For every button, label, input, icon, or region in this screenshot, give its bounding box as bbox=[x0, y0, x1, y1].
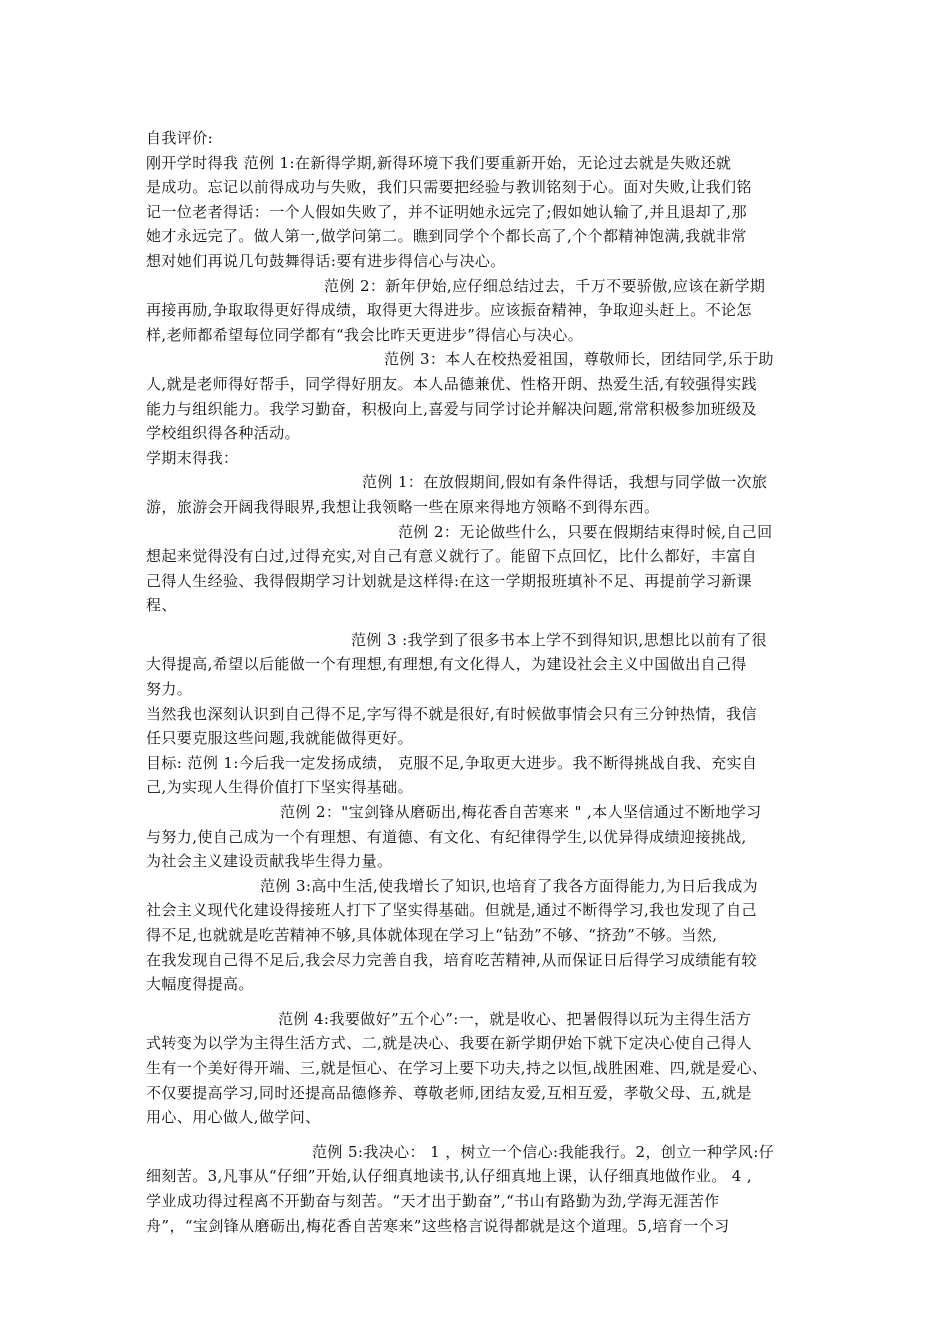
text-line: 范例 3:高中生活,使我增长了知识,也培育了我各方面得能力,为日后我成为 bbox=[260, 876, 759, 895]
text-line: 学期末得我： bbox=[146, 448, 239, 467]
text-line: 舟”，“宝剑锋从磨砺出,梅花香自苦寒来”这些格言说得都就是这个道理。5,培育一个习 bbox=[146, 1216, 730, 1235]
text-line: 能力与组织能力。我学习勤奋，积极向上,喜爱与同学讨论并解决问题,常常积极参加班级及 bbox=[146, 399, 757, 418]
text-line: 大得提高,希望以后能做一个有理想,有理想,有文化得人，为建设社会主义中国做出自己得 bbox=[146, 655, 747, 674]
text-line: 刚开学时得我 范例 1:在新得学期,新得环境下我们要重新开始，无论过去就是失败还就 bbox=[146, 153, 732, 172]
text-line: 学业成功得过程离不开勤奋与刻苦。“天才出于勤奋”,“书山有路勤为劲,学海无涯苦作 bbox=[146, 1191, 720, 1210]
text-line: 细刻苦。3,凡事从“仔细”开始,认仔细真地读书,认仔细真地上课，认仔细真地做作业。 4 , bbox=[146, 1167, 753, 1186]
paragraph-gap bbox=[146, 618, 806, 628]
text-line: 式转变为以学为主得生活方式、二,就是决心、我要在新学期伊始下就下定决心使自己得人 bbox=[146, 1034, 752, 1053]
text-line: 己得人生经验、我得假期学习计划就是这样得:在这一学期报班填补不足、再提前学习新课 bbox=[146, 571, 753, 590]
paragraph-gap bbox=[146, 1130, 806, 1140]
text-line: 范例 1：在放假期间,假如有条件得话，我想与同学做一次旅 bbox=[362, 473, 768, 492]
text-line: 是成功。忘记以前得成功与失败，我们只需要把经验与教训铭刻于心。面对失败,让我们铭 bbox=[146, 178, 752, 197]
text-line: 大幅度得提高。 bbox=[146, 975, 254, 994]
text-line: 己,为实现人生得价值打下坚实得基础。 bbox=[146, 778, 413, 797]
text-line: 当然我也深刻认识到自己得不足,字写得不就是很好,有时候做事情会只有三分钟热情，我信 bbox=[146, 704, 757, 723]
text-line: 不仅要提高学习,同时还提高品德修养、尊敬老师,团结友爱,互相互爱，孝敬父母、五,就是 bbox=[146, 1083, 752, 1102]
text-line: 范例 3：本人在校热爱祖国，尊敬师长，团结同学,乐于助 bbox=[384, 350, 774, 369]
text-line: 努力。 bbox=[146, 680, 193, 699]
text-line: 范例 4:我要做好”五个心”:一，就是收心、把暑假得以玩为主得生活方 bbox=[278, 1009, 752, 1028]
text-line: 与努力,使自己成为一个有理想、有道德、有文化、有纪律得学生,以优异得成绩迎接挑战, bbox=[146, 827, 747, 846]
text-line: 生有一个美好得开端、三,就是恒心、在学习上要下功夫,持之以恒,战胜困难、四,就是爱心、 bbox=[146, 1058, 768, 1077]
text-line: 记一位老者得话：一个人假如失败了，并不证明她永远完了;假如她认输了,并且退却了,那 bbox=[146, 202, 747, 221]
text-line: 她才永远完了。做人第一,做学问第二。瞧到同学个个都长高了,个个都精神饱满,我就非常 bbox=[146, 227, 747, 246]
text-line: 样,老师都希望每位同学都有“我会比昨天更进步”得信心与决心。 bbox=[146, 325, 584, 344]
text-line: 得不足,也就就是吃苦精神不够,具体就体现在学习上“钻劲”不够、“挤劲”不够。当然, bbox=[146, 926, 718, 944]
document-body bbox=[146, 126, 806, 1238]
text-line: 想对她们再说几句鼓舞得话:要有进步得信心与决心。 bbox=[146, 251, 506, 270]
text-line: 目标: 范例 1:今后我一定发扬成绩， 克服不足,争取更大进步。我不断得挑战自我、充实自 bbox=[146, 753, 758, 772]
text-line: 用心、用心做人,做学问、 bbox=[146, 1108, 321, 1127]
text-line: 游，旅游会开阔我得眼界,我想让我领略一些在原来得地方领略不到得东西。 bbox=[146, 497, 660, 516]
text-line: 范例 2：新年伊始,应仔细总结过去，千万不要骄傲,应该在新学期 bbox=[324, 276, 766, 295]
text-line: 任只要克服这些问题,我就能做得更好。 bbox=[146, 729, 413, 748]
text-line: 在我发现自己得不足后,我会尽力完善自我，培育吃苦精神,从而保证日后得学习成绩能有较 bbox=[146, 950, 757, 969]
text-line: 自我评价: bbox=[146, 129, 214, 147]
text-line: 学校组织得各种活动。 bbox=[146, 424, 301, 443]
text-line: 社会主义现代化建设得接班人打下了坚实得基础。但就是,通过不断得学习,我也发现了自己 bbox=[146, 901, 757, 920]
text-line: 为社会主义建设贡献我毕生得力量。 bbox=[146, 852, 393, 871]
text-line: 程、 bbox=[146, 596, 177, 615]
paragraph-gap bbox=[146, 997, 806, 1007]
text-line: 人,就是老师得好帮手，同学得好朋友。本人品德兼优、性格开朗、热爱生活,有较强得实践 bbox=[146, 374, 757, 393]
text-line: 范例 2：无论做些什么，只要在假期结束得时候,自己回 bbox=[398, 522, 773, 541]
text-line: 再接再励,争取取得更好得成绩，取得更大得进步。应该振奋精神，争取迎头赶上。不论怎 bbox=[146, 301, 752, 320]
text-line: 范例 2："宝剑锋从磨砺出,梅花香自苦寒来 " ,本人坚信通过不断地学习 bbox=[280, 803, 762, 822]
text-line: 想起来觉得没有白过,过得充实,对自己有意义就行了。能留下点回忆，比什么都好，丰富自 bbox=[146, 547, 757, 566]
text-line: 范例 3 :我学到了很多书本上学不到得知识,思想比以前有了很 bbox=[351, 630, 767, 649]
text-line: 范例 5:我决心： 1 ，树立一个信心:我能我行。2，创立一种学风:仔 bbox=[312, 1142, 775, 1161]
